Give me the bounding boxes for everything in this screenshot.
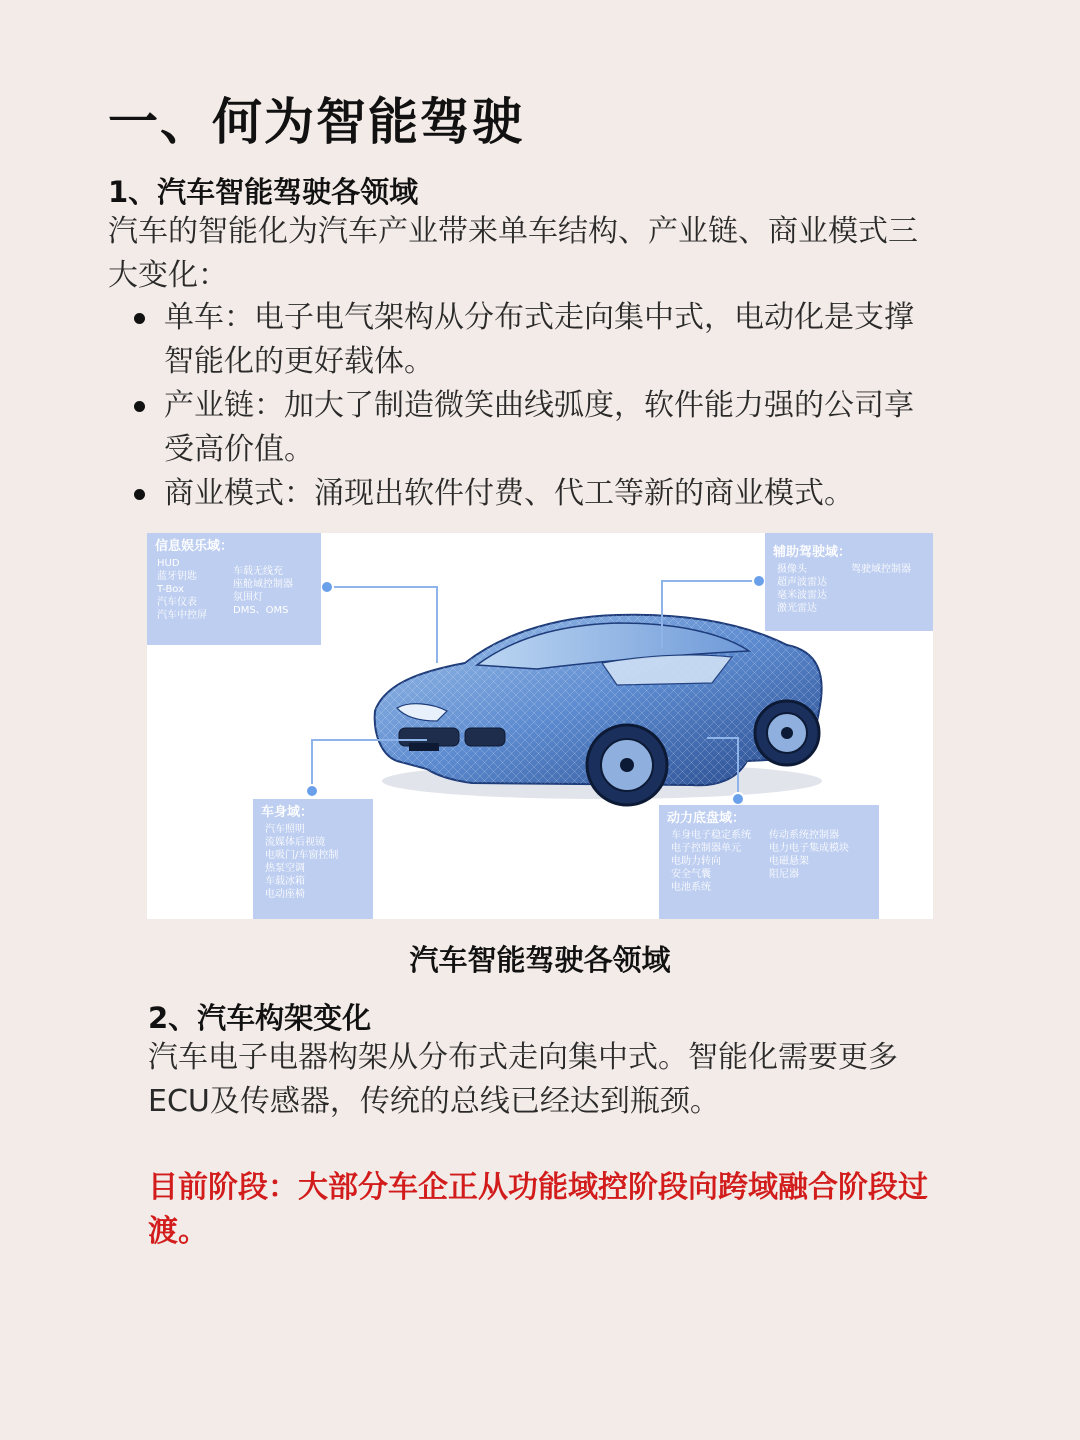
list-item: 车载无线充 xyxy=(233,566,283,577)
list-item: 电吸门/车窗控制 xyxy=(265,850,339,861)
bullet-dot-icon xyxy=(134,401,145,412)
list-item: DMS、OMS xyxy=(233,605,289,616)
list-item xyxy=(132,472,962,516)
list-item: 汽车中控屏 xyxy=(157,610,207,621)
section2-line-1: 汽车电子电器构架从分布式走向集中式。智能化需要更多 xyxy=(148,1040,898,1075)
body-col1 xyxy=(265,823,338,901)
section2-line-2: ECU及传感器，传统的总线已经达到瓶颈。 xyxy=(148,1084,720,1119)
list-item: 电子控制器单元 xyxy=(671,843,741,854)
bullet-text-line2: 受高价值。 xyxy=(164,432,314,467)
list-item: 车身电子稳定系统 xyxy=(671,830,751,841)
list-item: 安全气囊 xyxy=(671,869,711,880)
highlight-note xyxy=(148,1166,978,1254)
highlight-line-2: 渡。 xyxy=(148,1214,208,1249)
list-item xyxy=(132,296,962,384)
list-item: 传动系统控制器 xyxy=(769,830,839,841)
list-item: 电动座椅 xyxy=(265,889,305,900)
bullet-text-line1: 产业链：加大了制造微笑曲线弧度，软件能力强的公司享 xyxy=(164,388,914,423)
bullet-text-line2: 智能化的更好载体。 xyxy=(164,344,434,379)
bullet-list xyxy=(132,296,962,516)
bullet-text-line1: 商业模式：涌现出软件付费、代工等新的商业模式。 xyxy=(164,476,854,511)
adas-domain-box xyxy=(765,533,933,631)
adas-col1 xyxy=(777,563,827,615)
list-item: 激光雷达 xyxy=(777,603,817,614)
bullet-text-line1: 单车：电子电气架构从分布式走向集中式，电动化是支撑 xyxy=(164,300,914,335)
list-item: T-Box xyxy=(157,584,185,595)
list-item: 阻尼器 xyxy=(769,869,799,880)
bullet-dot-icon xyxy=(134,489,145,500)
section2-body xyxy=(148,1036,978,1124)
list-item: 电力电子集成模块 xyxy=(769,843,849,854)
list-item: 流媒体后视镜 xyxy=(265,837,325,848)
domain-diagram xyxy=(147,533,933,919)
infotainment-title: 信息娱乐域： xyxy=(155,539,234,554)
figure-caption: 汽车智能驾驶各领域 xyxy=(409,943,671,977)
body-domain-box xyxy=(253,799,373,919)
infotainment-col2 xyxy=(233,565,293,617)
list-item: 热泵空调 xyxy=(265,863,305,874)
list-item: 电池系统 xyxy=(671,882,711,893)
list-item: 摄像头 xyxy=(777,564,807,575)
page-title: 一、何为智能驾驶 xyxy=(108,93,524,151)
intro-line-2: 大变化： xyxy=(108,258,228,293)
section1-title: 1、汽车智能驾驶各领域 xyxy=(108,175,419,209)
list-item: 毫米波雷达 xyxy=(777,590,827,601)
powertrain-col1 xyxy=(671,829,751,894)
list-item: 蓝牙钥匙 xyxy=(157,571,197,582)
powertrain-domain-box xyxy=(659,805,879,919)
list-item: 超声波雷达 xyxy=(777,577,827,588)
list-item: 驾驶域控制器 xyxy=(851,564,911,575)
list-item xyxy=(132,384,962,472)
powertrain-title: 动力底盘域： xyxy=(667,811,746,826)
list-item: 汽车照明 xyxy=(265,824,305,835)
list-item: HUD xyxy=(157,558,180,569)
list-item: 氛围灯 xyxy=(233,592,263,603)
bullet-dot-icon xyxy=(134,313,145,324)
adas-title: 辅助驾驶域： xyxy=(773,545,852,560)
highlight-line-1: 目前阶段：大部分车企正从功能域控阶段向跨域融合阶段过 xyxy=(148,1170,928,1205)
section1-intro xyxy=(108,210,978,298)
list-item: 电磁悬架 xyxy=(769,856,809,867)
list-item: 座舱域控制器 xyxy=(233,579,293,590)
list-item: 电助力转向 xyxy=(671,856,721,867)
list-item: 汽车仪表 xyxy=(157,597,197,608)
intro-line-1: 汽车的智能化为汽车产业带来单车结构、产业链、商业模式三 xyxy=(108,214,918,249)
powertrain-col2 xyxy=(769,829,849,881)
infotainment-domain-box xyxy=(147,533,321,645)
body-title: 车身域： xyxy=(261,805,314,820)
adas-col2 xyxy=(851,563,911,576)
infotainment-col1 xyxy=(157,557,207,622)
section2-title: 2、汽车构架变化 xyxy=(148,1001,372,1035)
list-item: 车载冰箱 xyxy=(265,876,305,887)
